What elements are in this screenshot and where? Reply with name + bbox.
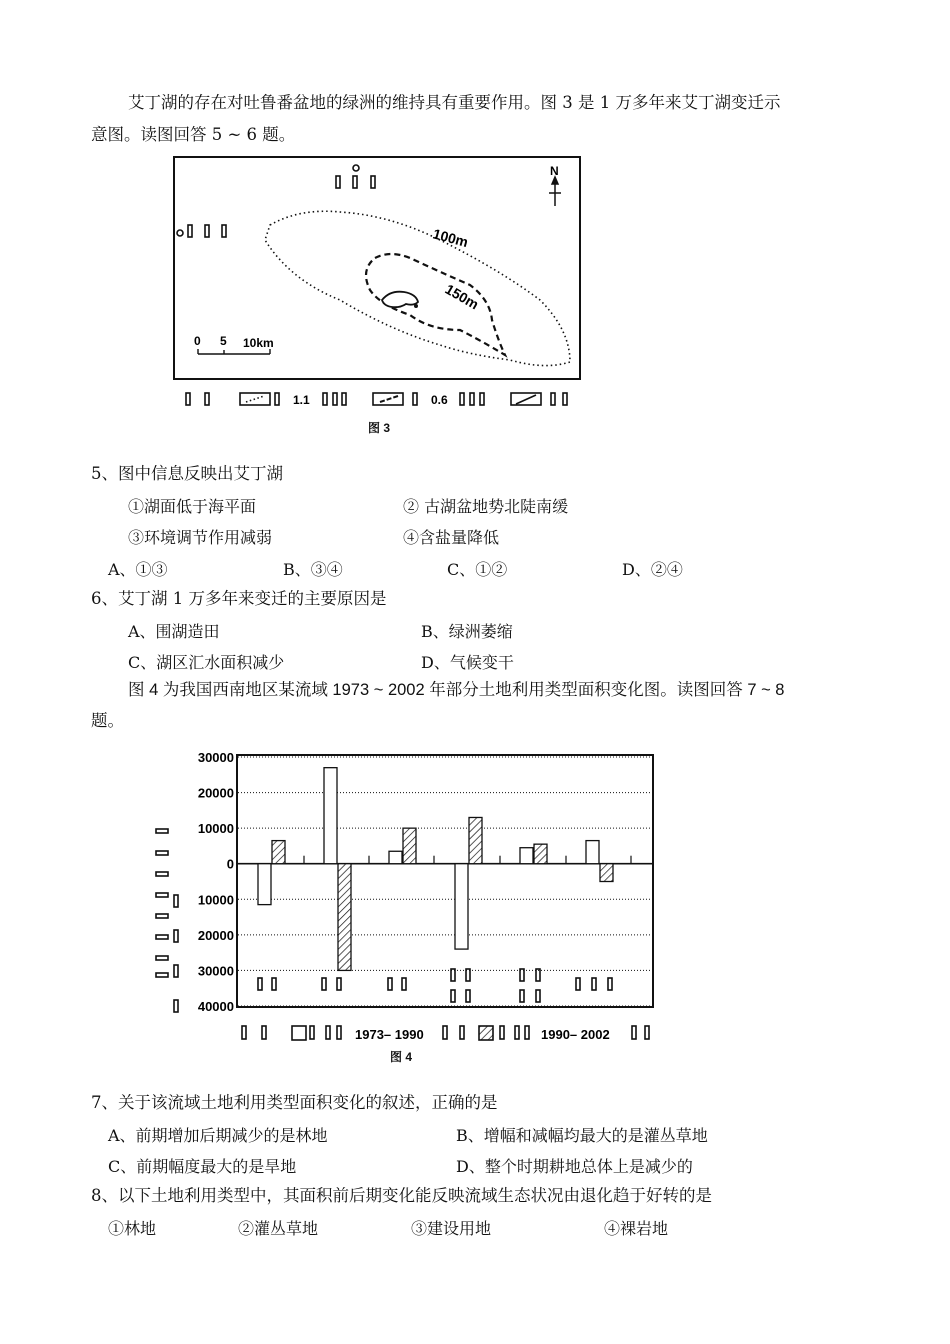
figure-4-caption: 图 4	[390, 1050, 413, 1064]
scale-ten: 10km	[243, 336, 274, 350]
contour-150-label: 150m	[442, 280, 482, 313]
legend-label-1973-1990: 1973– 1990	[355, 1027, 424, 1042]
q8-item-4: ④裸岩地	[604, 1219, 669, 1238]
q7-stem: 7、关于该流域土地利用类型面积变化的叙述，正确的是	[91, 1093, 498, 1112]
figure-3-caption: 图 3	[368, 421, 391, 435]
q5-option-d: D、②④	[622, 560, 683, 579]
q8-stem: 8、以下土地利用类型中，其面积前后期变化能反映流域生态状况由退化趋于好转的是	[91, 1186, 712, 1205]
y-tick-label: 10000	[197, 821, 234, 837]
contour-100-label: 100m	[431, 225, 470, 251]
y-tick-label: 20000	[197, 785, 234, 801]
q5-item-4: ④含盐量降低	[403, 528, 500, 547]
q7-option-a: A、前期增加后期减少的是林地	[108, 1126, 328, 1145]
bar-1990-2002-1	[272, 841, 285, 864]
bar-1973-1990-2	[324, 768, 337, 864]
q7-option-d: D、整个时期耕地总体上是减少的	[456, 1157, 693, 1176]
bar-1973-1990-3	[389, 851, 402, 863]
y-tick-label: 30000	[197, 750, 234, 765]
q5-stem: 5、图中信息反映出艾丁湖	[91, 464, 283, 483]
y-tick-label: 20000	[197, 927, 234, 943]
intro2-line2: 题。	[91, 711, 124, 730]
q5-item-3: ③环境调节作用减弱	[128, 528, 273, 547]
q6-option-a: A、围湖造田	[128, 622, 220, 641]
north-label: N	[550, 164, 559, 178]
q6-option-c: C、湖区汇水面积减少	[128, 653, 285, 672]
fig3-legend-label1: 1.1	[293, 393, 310, 407]
bar-1990-2002-2	[338, 864, 351, 971]
legend-swatch-1990-2002	[479, 1026, 493, 1040]
y-tick-label: 30000	[197, 963, 234, 979]
y-axis-title-glyphs	[156, 829, 178, 1012]
bar-1990-2002-5	[534, 844, 547, 864]
intro2-line1: 图 4 为我国西南地区某流域 1973 ~ 2002 年部分土地利用类型面积变化图。读图回答 7 ~ 8	[128, 681, 785, 699]
q5-item-2: ② 古湖盆地势北陡南缓	[403, 497, 569, 516]
fig3-legend-label2: 0.6	[431, 393, 448, 407]
q6-stem: 6、艾丁湖 1 万多年来变迁的主要原因是	[91, 589, 387, 608]
bar-1973-1990-1	[258, 864, 271, 905]
q7-option-c: C、前期幅度最大的是旱地	[108, 1157, 297, 1176]
bar-1973-1990-5	[520, 848, 533, 864]
y-tick-label: 0	[226, 856, 234, 872]
bar-1990-2002-3	[403, 828, 416, 864]
scale-five: 5	[220, 334, 227, 348]
scale-zero: 0	[194, 334, 201, 348]
bar-1990-2002-6	[600, 864, 613, 882]
q5-option-a: A、①③	[108, 560, 168, 579]
q8-item-2: ②灌丛草地	[238, 1219, 319, 1238]
q7-option-b: B、增幅和减幅均最大的是灌丛草地	[456, 1126, 708, 1145]
q5-option-c: C、①②	[447, 560, 508, 579]
q5-option-b: B、③④	[283, 560, 343, 579]
q8-item-1: ①林地	[108, 1219, 157, 1238]
q6-option-b: B、绿洲萎缩	[421, 622, 513, 641]
q6-option-d: D、气候变干	[421, 653, 514, 672]
y-tick-label: 10000	[197, 892, 234, 908]
legend-swatch-1973-1990	[292, 1026, 306, 1040]
legend-label-1990-2002: 1990– 2002	[541, 1027, 610, 1042]
q8-item-3: ③建设用地	[411, 1219, 492, 1238]
q5-item-1: ①湖面低于海平面	[128, 497, 257, 516]
bar-1973-1990-6	[586, 841, 599, 864]
bar-1990-2002-4	[469, 817, 482, 863]
y-tick-label: 40000	[197, 999, 234, 1014]
intro1-line1: 艾丁湖的存在对吐鲁番盆地的绿洲的维持具有重要作用。图 3 是 1 万多年来艾丁湖变迁示	[128, 93, 781, 112]
intro1-line2: 意图。读图回答 5 ~ 6 题。	[91, 125, 296, 144]
bar-1973-1990-4	[455, 864, 468, 949]
